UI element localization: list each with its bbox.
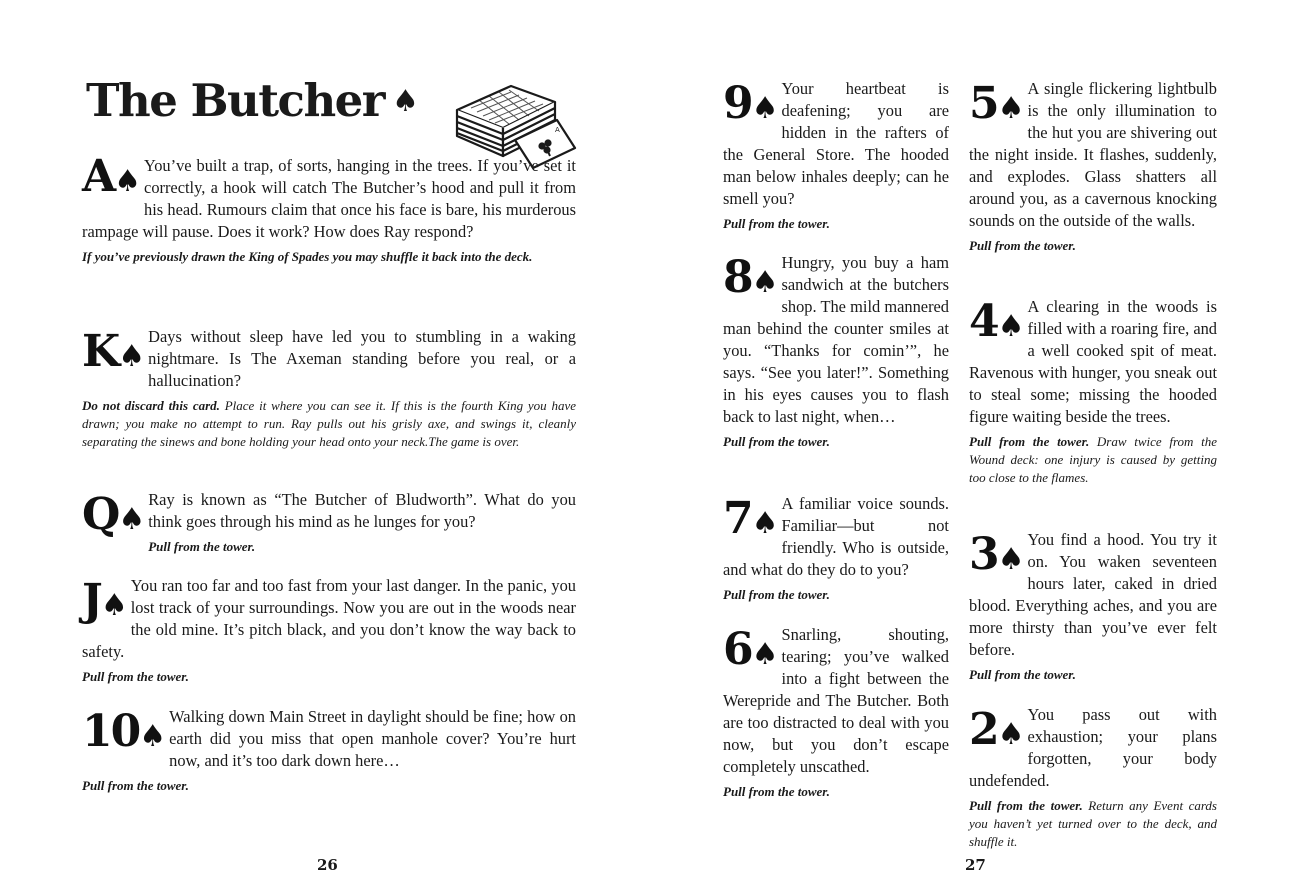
card-text: You pass out with exhaustion; your plans forgotten, your body undefended. bbox=[969, 705, 1217, 790]
left-page bbox=[0, 0, 645, 894]
card-five-of-spades bbox=[969, 78, 1217, 255]
card-note: Pull from the tower. bbox=[82, 669, 189, 684]
svg-text:A: A bbox=[555, 126, 560, 134]
card-note: If you’ve previously drawn the King of Spades you may shuffle it back into the deck. bbox=[82, 249, 533, 264]
spade-icon: ♠ bbox=[118, 339, 146, 374]
card-text: A single flickering lightbulb is the only illumination to the hut you are shivering out the night inside. It flashes, suddenly, and explodes. Glass shatters all around you, as a cavernous knocking sounds on the outside of the walls. bbox=[969, 79, 1217, 230]
card-ace-of-spades bbox=[82, 151, 576, 266]
card-text: Walking down Main Street in daylight should be fine; how on earth did you miss that open manhole cover? You’re hurt now, and it’s too dark down here… bbox=[169, 707, 576, 770]
card-text: You ran too far and too fast from your last danger. In the panic, you lost track of your surroundings. Now you are out in the woods near the old mine. It’s pitch black, and you don’t know the way back to safety. bbox=[82, 576, 576, 661]
spade-icon: ♠ bbox=[997, 91, 1025, 126]
page-title-text: The Butcher bbox=[86, 74, 384, 127]
card-rank-label: 4♠ bbox=[969, 296, 1025, 347]
page-number: 27 bbox=[965, 856, 986, 874]
spade-icon: ♠ bbox=[751, 91, 779, 126]
card-text: A clearing in the woods is filled with a roaring fire, and a well cooked spit of meat. Ravenous with hunger, you sneak out to steal some; missing the hooded figure waiting beside the trees. bbox=[969, 297, 1217, 426]
card-nine-of-spades bbox=[723, 78, 949, 233]
spade-icon: ♠ bbox=[114, 164, 142, 199]
spade-icon: ♠ bbox=[392, 84, 418, 119]
card-ten-of-spades bbox=[82, 706, 576, 795]
card-note: Pull from the tower. bbox=[82, 778, 189, 793]
spade-icon: ♠ bbox=[139, 719, 167, 754]
card-note: Do not discard this card. Place it where you can see it. If this is the fourth King you have drawn; you make no attempt to run. Ray pulls out his grisly axe, and swings it, cleanly separating the sinews and bone holding your head onto your neck.The game is over. bbox=[82, 398, 576, 449]
card-note: Pull from the tower. bbox=[723, 587, 830, 602]
card-note: Pull from the tower. bbox=[723, 216, 830, 231]
card-rank-label: J♠ bbox=[82, 575, 128, 626]
card-note: Pull from the tower. Draw twice from the Wound deck: one injury is caused by getting too close to the flames. bbox=[969, 434, 1218, 485]
card-rank-label: A♠ bbox=[82, 151, 142, 202]
card-rank-label: 8♠ bbox=[723, 252, 779, 303]
card-rank-label: 7♠ bbox=[723, 493, 779, 544]
spade-icon: ♠ bbox=[751, 265, 779, 300]
card-note: Pull from the tower. bbox=[723, 434, 830, 449]
card-king-of-spades bbox=[82, 326, 576, 451]
card-rank-label: 2♠ bbox=[969, 704, 1025, 755]
card-eight-of-spades bbox=[723, 252, 949, 451]
spade-icon: ♠ bbox=[100, 588, 128, 623]
card-text: A familiar voice sounds. Familiar—but not friendly. Who is outside, and what do they do to you? bbox=[723, 494, 949, 579]
page-number: 26 bbox=[317, 856, 338, 874]
card-rank-label: 3♠ bbox=[969, 529, 1025, 580]
card-text: Days without sleep have led you to stumbling in a waking nightmare. Is The Axeman standing before you real, or a hallucination? bbox=[148, 327, 576, 390]
card-note: Pull from the tower. Return any Event cards you haven’t yet turned over to the deck, and shuffle it. bbox=[969, 798, 1217, 849]
card-rank-label: 9♠ bbox=[723, 78, 779, 129]
card-six-of-spades bbox=[723, 624, 949, 801]
page-title bbox=[86, 74, 417, 127]
spade-icon: ♠ bbox=[997, 542, 1025, 577]
spade-icon: ♠ bbox=[118, 502, 146, 537]
spade-icon: ♠ bbox=[997, 717, 1025, 752]
card-two-of-spades bbox=[969, 704, 1217, 851]
card-jack-of-spades bbox=[82, 575, 576, 686]
card-text: Hungry, you buy a ham sandwich at the butchers shop. The mild mannered man behind the counter smiles at you. “Thanks for comin’”, he says. “See you later!”. Something in his eyes causes you to flash back to last night, when… bbox=[723, 253, 949, 426]
card-text: Ray is known as “The Butcher of Bludworth”. What do you think goes through his mind as he lunges for you? bbox=[148, 490, 576, 531]
card-text: You find a hood. You try it on. You waken seventeen hours later, caked in dried blood. Everything aches, and you are more thirsty than you’ve ever felt before. bbox=[969, 530, 1217, 659]
card-note: Pull from the tower. bbox=[148, 539, 256, 554]
spade-icon: ♠ bbox=[997, 309, 1025, 344]
spade-icon: ♠ bbox=[751, 637, 779, 672]
card-rank-label: Q♠ bbox=[82, 489, 146, 540]
card-three-of-spades bbox=[969, 529, 1217, 684]
card-text: You’ve built a trap, of sorts, hanging in the trees. If you’ve set it correctly, a hook will catch The Butcher’s hood and pull it from his head. Rumours claim that once his face is bare, his murderous rampage will pause. Does it work? How does Ray respond? bbox=[82, 156, 576, 241]
right-page bbox=[645, 0, 1291, 894]
card-queen-of-spades bbox=[82, 489, 576, 556]
card-rank-label: K♠ bbox=[82, 326, 146, 377]
card-four-of-spades bbox=[969, 296, 1217, 487]
card-seven-of-spades bbox=[723, 493, 949, 604]
spade-icon: ♠ bbox=[751, 506, 779, 541]
card-note: Pull from the tower. bbox=[969, 667, 1076, 682]
card-text: Snarling, shouting, tearing; you’ve walked into a fight between the Werepride and The Butcher. Both are too distracted to deal with you now, but you don’t escape completely unscathed. bbox=[723, 625, 949, 776]
card-rank-label: 10♠ bbox=[82, 706, 167, 757]
card-rank-label: 6♠ bbox=[723, 624, 779, 675]
card-note: Pull from the tower. bbox=[723, 784, 830, 799]
card-rank-label: 5♠ bbox=[969, 78, 1025, 129]
card-note: Pull from the tower. bbox=[969, 238, 1076, 253]
card-text: Your heartbeat is deafening; you are hidden in the rafters of the General Store. The hooded man below inhales deeply; can he smell you? bbox=[723, 79, 949, 208]
